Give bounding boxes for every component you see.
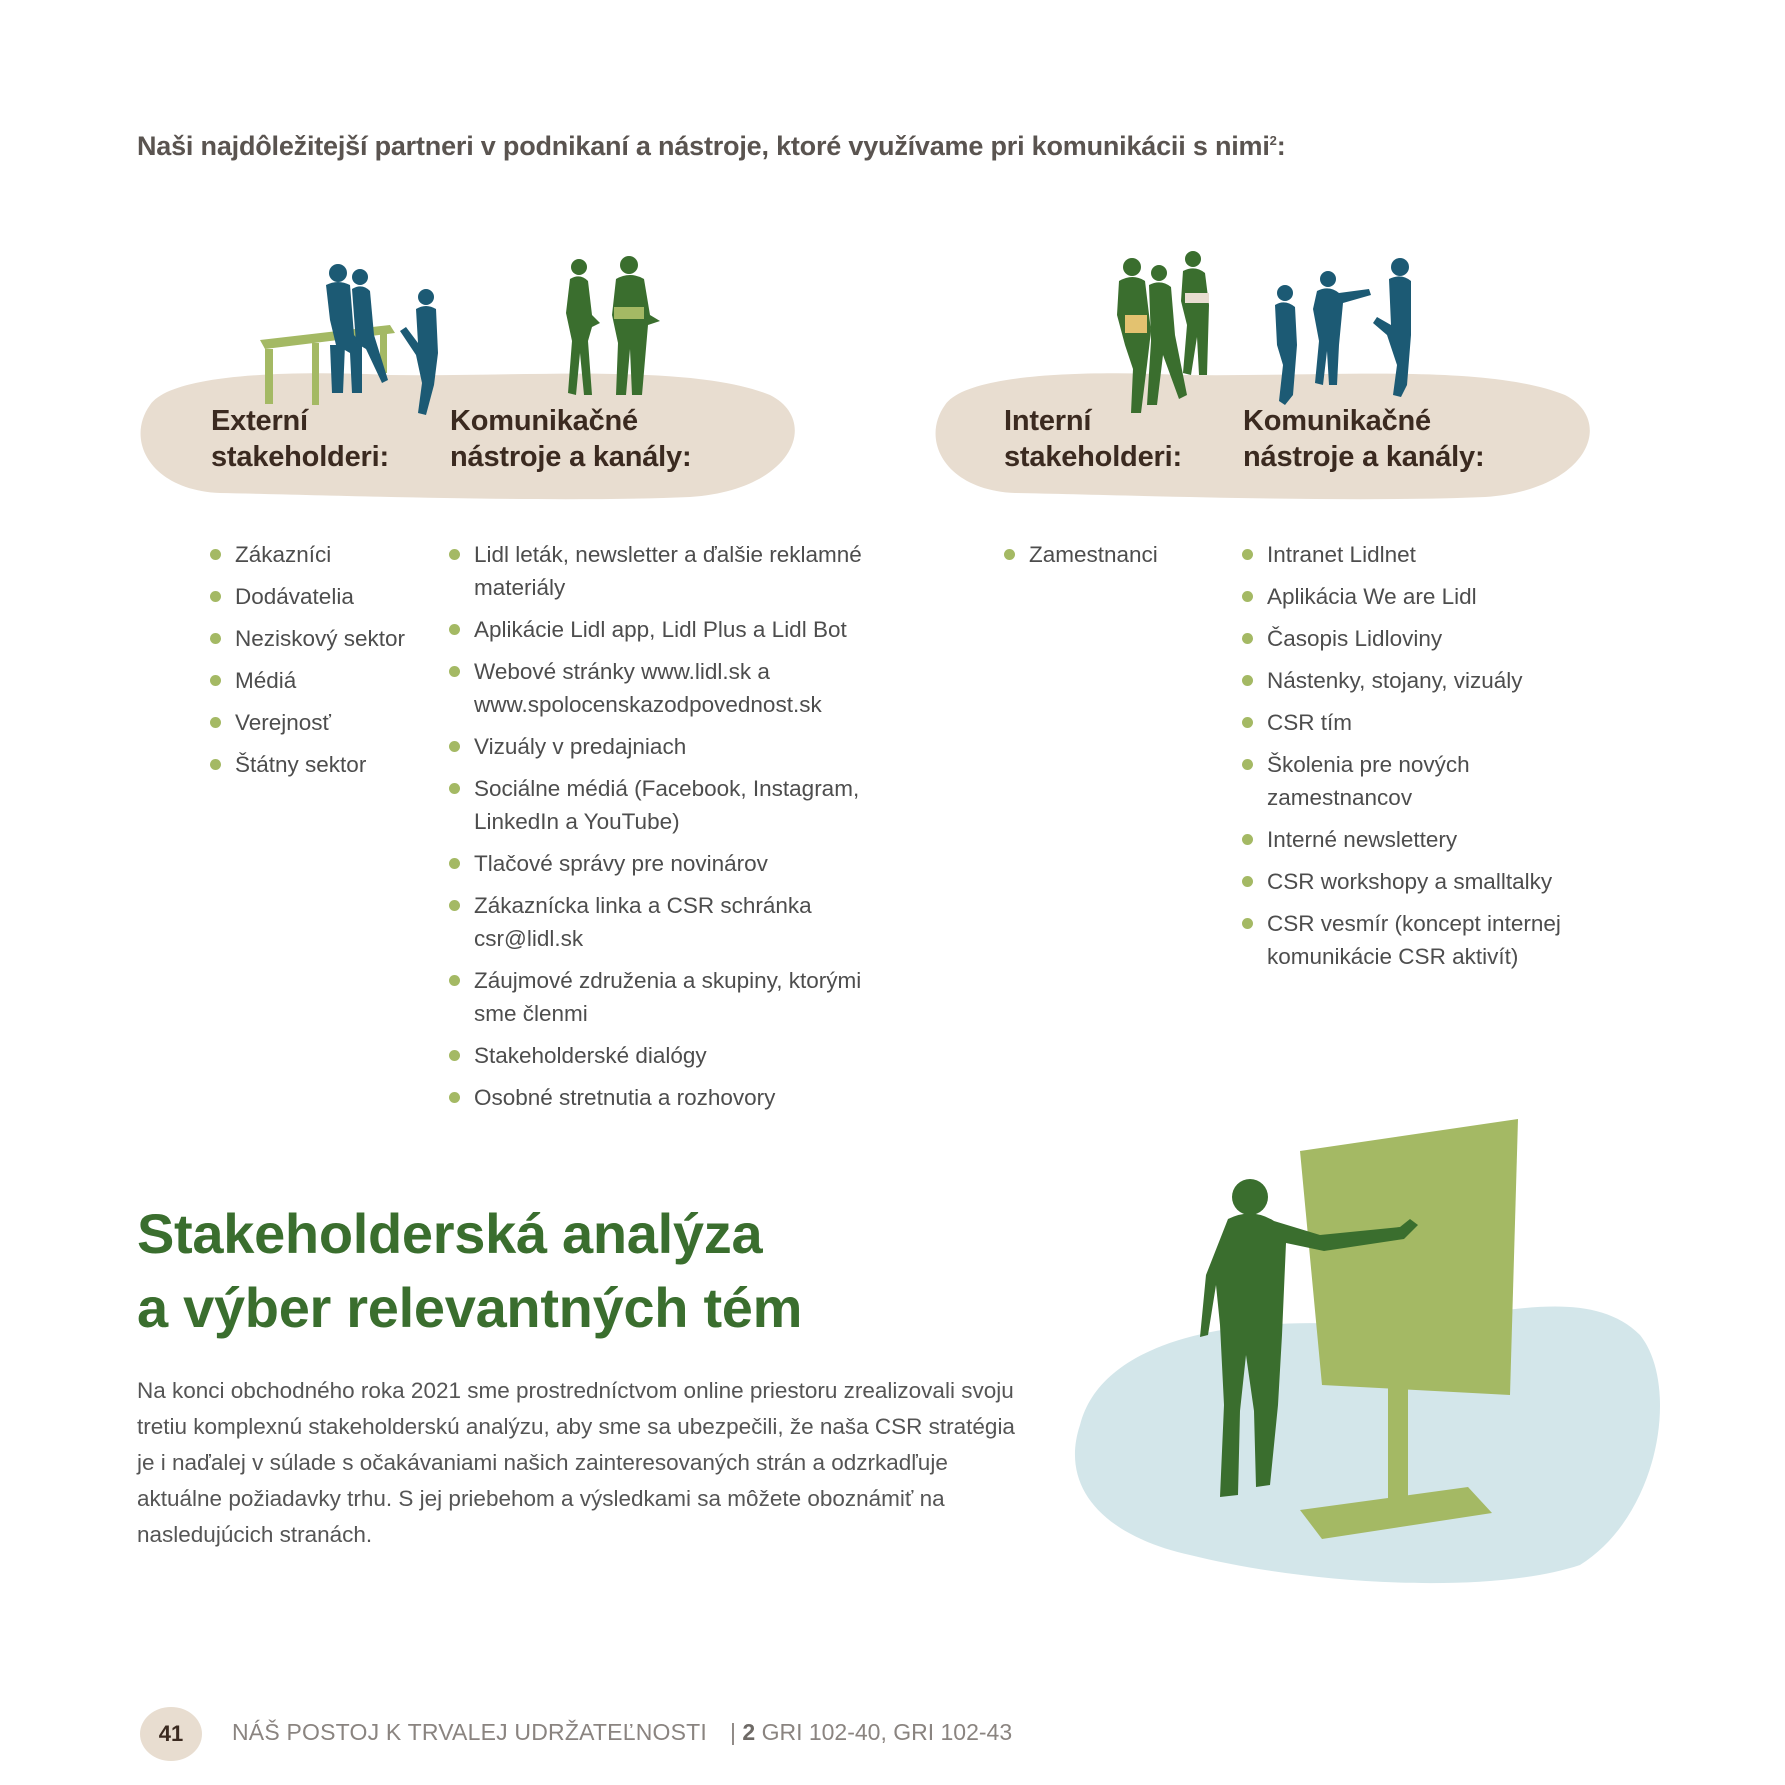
internal-stakeholders-list <box>1004 538 1224 580</box>
list-item: Zákazníci <box>210 538 430 571</box>
list-item: Záujmové združenia a skupiny, ktorými sme členmi <box>449 964 909 1030</box>
list-item: CSR workshopy a smalltalky <box>1242 865 1592 898</box>
presentation-illustration <box>1060 1115 1665 1595</box>
internal-channels-list <box>1242 538 1592 982</box>
list-item: Verejnosť <box>210 706 430 739</box>
internal-channels-heading: Komunikačné nástroje a kanály: <box>1243 405 1485 473</box>
list-item: Vizuály v predajniach <box>449 730 909 763</box>
footnote-reference: | 2 GRI 102-40, GRI 102-43 <box>730 1719 1013 1745</box>
list-item: Aplikácie Lidl app, Lidl Plus a Lidl Bot <box>449 613 909 646</box>
list-item: Dodávatelia <box>210 580 430 613</box>
list-item: Sociálne médiá (Facebook, Instagram, LinkedIn a YouTube) <box>449 772 909 838</box>
list-item: Časopis Lidloviny <box>1242 622 1592 655</box>
chapter-title: NÁŠ POSTOJ K TRVALEJ UDRŽATEĽNOSTI <box>232 1719 707 1745</box>
list-item: Aplikácia We are Lidl <box>1242 580 1592 613</box>
list-item: Štátny sektor <box>210 748 430 781</box>
list-item: CSR tím <box>1242 706 1592 739</box>
list-item: Lidl leták, newsletter a ďalšie reklamné materiály <box>449 538 909 604</box>
list-item: Školenia pre nových zamestnancov <box>1242 748 1592 814</box>
list-item: Nástenky, stojany, vizuály <box>1242 664 1592 697</box>
section-title: Stakeholderská analýza a výber relevantných tém <box>137 1202 803 1339</box>
list-item: Neziskový sektor <box>210 622 430 655</box>
list-item: Webové stránky www.lidl.sk a www.spolocenskazodpovednost.sk <box>449 655 909 721</box>
list-item: Tlačové správy pre novinárov <box>449 847 909 880</box>
list-item: Zákaznícka linka a CSR schránka csr@lidl.sk <box>449 889 909 955</box>
external-channels-heading: Komunikačné nástroje a kanály: <box>450 405 692 473</box>
external-stakeholders-heading: Externí stakeholderi: <box>211 405 389 473</box>
list-item: Intranet Lidlnet <box>1242 538 1592 571</box>
page-number: 41 <box>140 1707 202 1761</box>
list-item: Interné newslettery <box>1242 823 1592 856</box>
list-item: Stakeholderské dialógy <box>449 1039 909 1072</box>
list-item: Médiá <box>210 664 430 697</box>
internal-stakeholders-heading: Interní stakeholderi: <box>1004 405 1182 473</box>
section-body: Na konci obchodného roka 2021 sme prostredníctvom online priestoru zrealizovali svoju tretiu komplexnú stakeholderskú analýzu, aby sme sa ubezpečili, že naša CSR stratégia je i naďalej v súlade s očakávaniami našich zainteresovaných strán a odzrkadľuje aktuálne požiadavky trhu. S jej priebehom a výsledkami sa môžete oboznámiť na nasledujúcich stranách. <box>137 1378 1015 1547</box>
list-item: CSR vesmír (koncept internej komunikácie CSR aktivít) <box>1242 907 1592 973</box>
list-item: Zamestnanci <box>1004 538 1224 571</box>
intro-heading: Naši najdôležitejší partneri v podnikaní a nástroje, ktoré využívame pri komunikácii s nimi$^2$: <box>137 131 1286 161</box>
list-item: Osobné stretnutia a rozhovory <box>449 1081 909 1114</box>
external-channels-list <box>449 538 909 1123</box>
external-stakeholders-list <box>210 538 430 790</box>
